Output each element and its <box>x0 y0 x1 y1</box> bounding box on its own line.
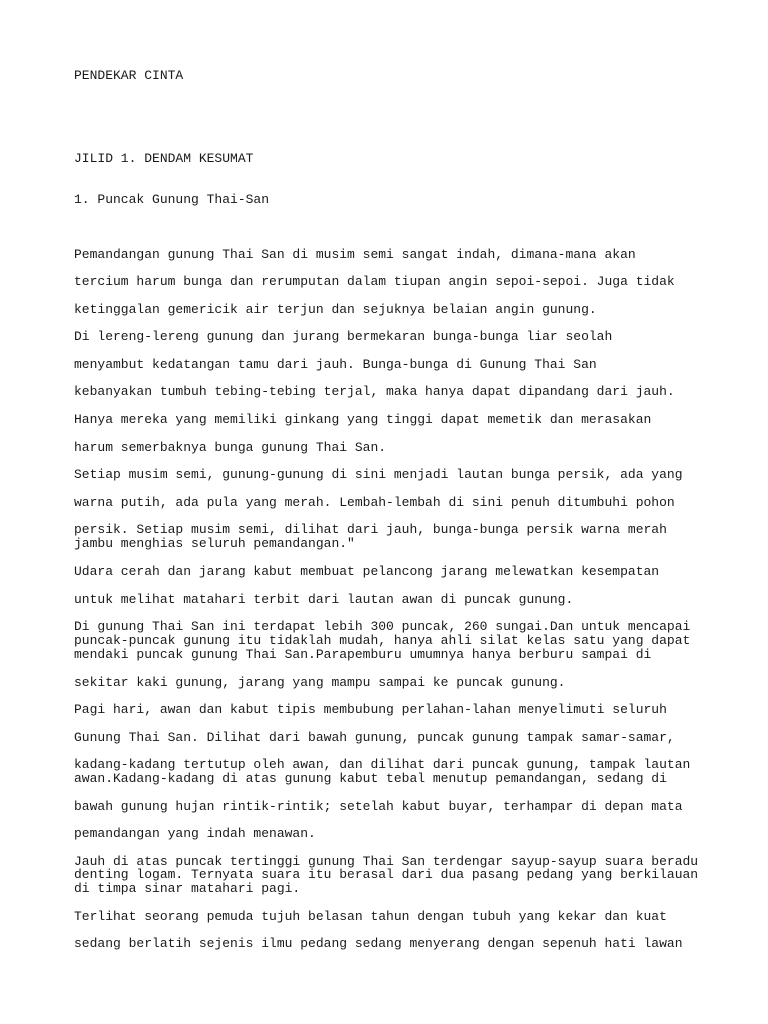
text-line: Di gunung Thai San ini terdapat lebih 300 puncak, 260 sungai.Dan untuk mencapai <box>74 619 691 634</box>
text-line: Gunung Thai San. Dilihat dari bawah gunung, puncak gunung tampak samar-samar, <box>74 730 675 745</box>
text-line: harum semerbaknya bunga gunung Thai San. <box>74 440 387 455</box>
text-line: menyambut kedatangan tamu dari jauh. Bunga-bunga di Gunung Thai San <box>74 357 597 372</box>
text-line: kadang-kadang tertutup oleh awan, dan dilihat dari puncak gunung, tampak lautan <box>74 757 691 772</box>
text-line: Setiap musim semi, gunung-gunung di sini menjadi lautan bunga persik, ada yang <box>74 467 683 482</box>
text-line: di timpa sinar matahari pagi. <box>74 881 301 896</box>
text-line: Pagi hari, awan dan kabut tipis membubung perlahan-lahan menyelimuti seluruh <box>74 702 667 717</box>
text-line: persik. Setiap musim semi, dilihat dari jauh, bunga-bunga persik warna merah <box>74 522 667 537</box>
chapter-heading: 1. Puncak Gunung Thai-San <box>74 192 270 207</box>
text-line: ketinggalan gemericik air terjun dan sejuknya belaian angin gunung. <box>74 302 597 317</box>
text-line: bawah gunung hujan rintik-rintik; setelah kabut buyar, terhampar di depan mata <box>74 799 683 814</box>
text-line: pemandangan yang indah menawan. <box>74 826 316 841</box>
text-line: awan.Kadang-kadang di atas gunung kabut tebal menutup pemandangan, sedang di <box>74 771 667 786</box>
text-line: jambu menghias seluruh pemandangan." <box>74 536 355 551</box>
text-line: puncak-puncak gunung itu tidaklah mudah, hanya ahli silat kelas satu yang dapat <box>74 633 691 648</box>
text-line: untuk melihat matahari terbit dari lautan awan di puncak gunung. <box>74 592 574 607</box>
text-line: Udara cerah dan jarang kabut membuat pelancong jarang melewatkan kesempatan <box>74 564 660 579</box>
text-line: Di lereng-lereng gunung dan jurang bermekaran bunga-bunga liar seolah <box>74 329 613 344</box>
text-line: tercium harum bunga dan rerumputan dalam tiupan angin sepoi-sepoi. Juga tidak <box>74 274 675 289</box>
text-line: Jauh di atas puncak tertinggi gunung Thai San terdengar sayup-sayup suara beradu <box>74 854 699 869</box>
text-line: kebanyakan tumbuh tebing-tebing terjal, maka hanya dapat dipandang dari jauh. <box>74 384 675 399</box>
text-line: sekitar kaki gunung, jarang yang mampu sampai ke puncak gunung. <box>74 675 566 690</box>
text-line: Terlihat seorang pemuda tujuh belasan tahun dengan tubuh yang kekar dan kuat <box>74 909 667 924</box>
text-line: mendaki puncak gunung Thai San.Parapemburu umumnya hanya berburu sampai di <box>74 647 652 662</box>
text-line: denting logam. Ternyata suara itu berasal dari dua pasang pedang yang berkilauan <box>74 867 699 882</box>
text-line: sedang berlatih sejenis ilmu pedang sedang menyerang dengan sepenuh hati lawan <box>74 936 683 951</box>
text-line: warna putih, ada pula yang merah. Lembah-lembah di sini penuh ditumbuhi pohon <box>74 495 675 510</box>
text-line: Pemandangan gunung Thai San di musim semi sangat indah, dimana-mana akan <box>74 247 636 262</box>
volume-heading: JILID 1. DENDAM KESUMAT <box>74 151 254 166</box>
document-title: PENDEKAR CINTA <box>74 68 184 83</box>
text-line: Hanya mereka yang memiliki ginkang yang tinggi dapat memetik dan merasakan <box>74 412 652 427</box>
